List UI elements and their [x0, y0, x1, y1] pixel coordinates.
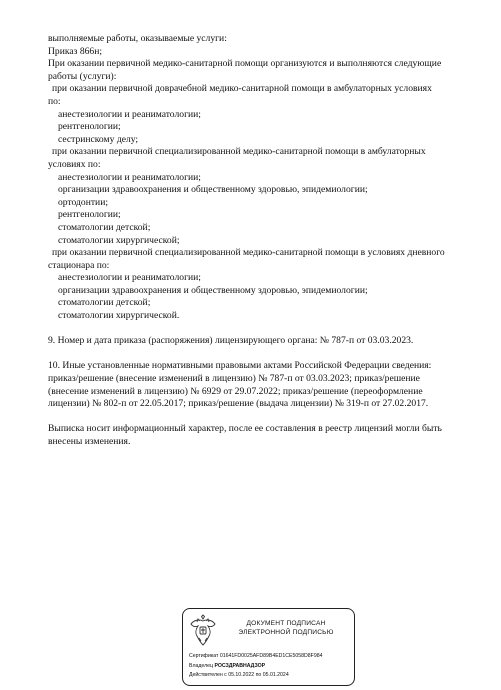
list-item: стоматологии детской; — [58, 297, 151, 309]
coat-of-arms-icon — [188, 614, 218, 648]
list-item: ортодонтии; — [58, 196, 108, 208]
list-item: анестезиологии и реаниматологии; — [58, 272, 201, 284]
text-line: по: — [48, 95, 61, 107]
list-item: анестезиологии и реаниматологии; — [58, 171, 201, 183]
disclaimer-note: внесены изменения. — [48, 436, 131, 447]
validity-line: Действителен с 05.10.2022 по 05.01.2024 — [189, 672, 289, 678]
stamp-title-line: ДОКУМЕНТ ПОДПИСАН — [246, 620, 326, 627]
electronic-signature-stamp — [182, 608, 355, 686]
text-line: (внесение изменений в лицензию) № 6929 от 29.07.2022; приказ/решение (переоформление — [48, 385, 423, 397]
list-item: организации здравоохранения и общественному здоровью, эпидемиологии; — [58, 284, 368, 296]
list-item: стоматологии хирургической. — [58, 310, 180, 322]
text-line: при оказании первичной доврачебной медико-санитарной помощи в амбулаторных условиях — [52, 83, 432, 95]
text-line: работы (услуги): — [48, 70, 117, 82]
document-body — [48, 33, 463, 449]
text-line: стационара по: — [48, 259, 110, 271]
text-line: При оказании первичной медико-санитарной помощи организуются и выполняются следующие — [48, 58, 442, 70]
stamp-title-line: ЭЛЕКТРОННОЙ ПОДПИСЬЮ — [238, 629, 334, 636]
text-line: выполняемые работы, оказываемые услуги: — [48, 33, 227, 44]
text-line: приказ/решение (внесение изменений в лицензию) № 787-п от 03.03.2023; приказ/решение — [48, 373, 420, 385]
list-item: рентгенологии; — [58, 121, 121, 133]
section-10-heading: 10. Иные установленные нормативными правовыми актами Российской Федерации сведения: — [48, 360, 432, 372]
list-item: сестринскому делу; — [58, 133, 139, 145]
certificate-line — [189, 653, 352, 660]
list-item: организации здравоохранения и общественному здоровью, эпидемиологии; — [58, 184, 368, 196]
text-line: условиях по: — [48, 158, 101, 170]
owner-value: РОСЗДРАВНАДЗОР — [214, 663, 266, 669]
section-9: 9. Номер и дата приказа (распоряжения) лицензирующего органа: № 787-п от 03.03.2023. — [48, 335, 414, 347]
certificate-value: 01641FD0025AFD89B4ED1CE5058D8F984 — [219, 653, 323, 659]
text-line: лицензии) № 802-п от 22.05.2017; приказ/решение (выдача лицензии) № 319-п от 27.02.2017. — [48, 398, 429, 410]
text-line: Приказ 866н; — [48, 45, 103, 57]
owner-label: Владелец — [189, 663, 213, 669]
list-item: стоматологии хирургической; — [58, 234, 180, 246]
list-item: рентгенологии; — [58, 209, 121, 221]
text-line: при оказании первичной специализированной медико-санитарной помощи в амбулаторных — [52, 146, 426, 158]
disclaimer-note: Выписка носит информационный характер, после ее составления в реестр лицензий могли быть — [48, 423, 442, 435]
certificate-label: Сертификат — [189, 653, 219, 659]
list-item: анестезиологии и реаниматологии; — [58, 108, 201, 120]
text-line: при оказании первичной специализированной медико-санитарной помощи в условиях дневного — [52, 247, 445, 259]
owner-line — [189, 663, 352, 670]
list-item: стоматологии детской; — [58, 221, 151, 233]
stamp-title — [219, 619, 353, 637]
